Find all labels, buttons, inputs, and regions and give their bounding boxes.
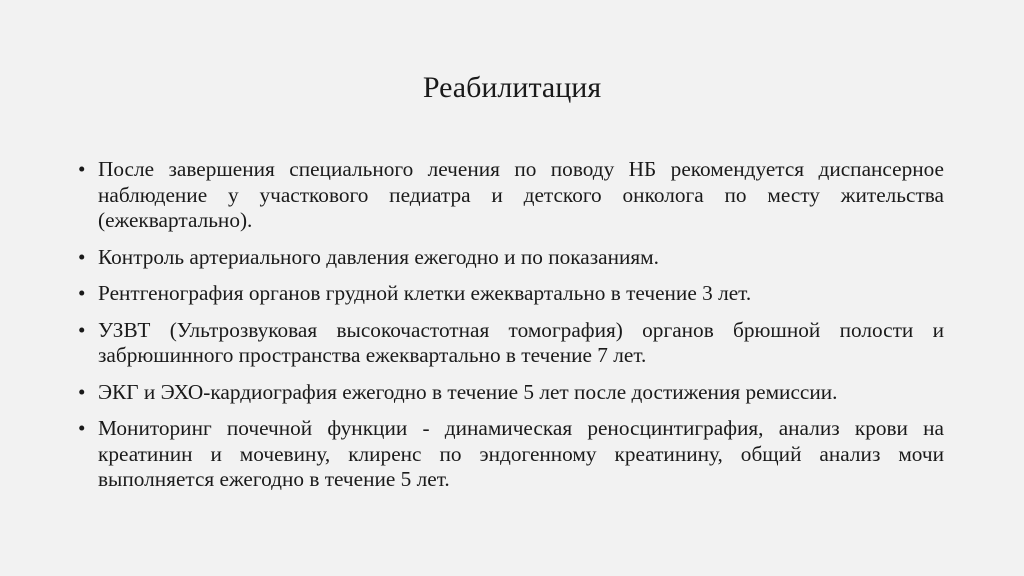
bullet-icon: • bbox=[78, 416, 86, 440]
bullet-icon: • bbox=[78, 157, 86, 181]
list-item-text: ЭКГ и ЭХО-кардиография ежегодно в течение 5 лет после достижения ремиссии. bbox=[98, 379, 838, 404]
bullet-list bbox=[78, 157, 944, 504]
list-item bbox=[78, 380, 944, 406]
slide-title: Реабилитация bbox=[422, 71, 602, 104]
list-item-text: УЗВТ (Ультрозвуковая высокочастотная томография) органов брюшной полости и забрюшинного пространства ежеквартально в течение 7 лет. bbox=[98, 317, 944, 367]
list-item bbox=[78, 245, 944, 271]
bullet-icon: • bbox=[78, 317, 86, 342]
list-item-text: Контроль артериального давления ежегодно и по показаниям. bbox=[98, 244, 659, 269]
bullet-icon: • bbox=[78, 244, 86, 269]
list-item-text: Рентгенография органов грудной клетки ежеквартально в течение 3 лет. bbox=[98, 281, 752, 305]
list-item bbox=[78, 281, 944, 307]
bullet-icon: • bbox=[78, 281, 86, 305]
list-item bbox=[78, 157, 944, 234]
list-item bbox=[78, 416, 944, 493]
bullet-icon: • bbox=[78, 379, 86, 404]
list-item-text: После завершения специального лечения по поводу НБ рекомендуется диспансерное наблюдение у участкового педиатра и детского онколога по месту жительства (ежеквартально). bbox=[98, 157, 944, 232]
list-item-text: Мониторинг почечной функции - динамическая реносцинтиграфия, анализ крови на креатинин и мочевину, клиренс по эндогенному креатинину, общий анализ мочи выполняется ежегодно в течение 5 лет. bbox=[98, 416, 944, 491]
list-item bbox=[78, 318, 944, 369]
